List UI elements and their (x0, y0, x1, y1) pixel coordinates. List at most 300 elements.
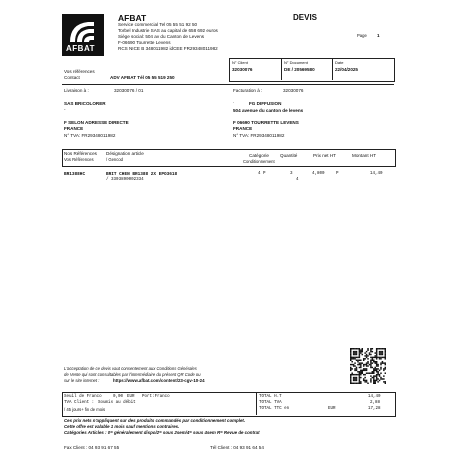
totals-divider (256, 392, 257, 415)
contact-label: Contact (64, 75, 80, 80)
qr-module (362, 372, 363, 373)
qr-module (359, 374, 360, 375)
qr-module (379, 348, 380, 349)
qr-module (363, 364, 364, 365)
qr-module (357, 371, 358, 372)
qr-module (380, 367, 381, 368)
col-price-header: Prix net HT (313, 153, 336, 158)
qr-module (373, 370, 374, 371)
total-ht-value: 14,40 (368, 395, 381, 399)
qr-module (364, 377, 365, 378)
qr-module (362, 348, 363, 349)
qr-module (374, 361, 375, 362)
qr-module (383, 357, 384, 358)
qr-module (350, 349, 351, 350)
qr-module (370, 372, 371, 373)
row-ref: BR1388HC (64, 172, 86, 177)
qr-module (366, 362, 367, 363)
qr-module (376, 374, 377, 375)
qr-module (356, 368, 357, 369)
qr-module (360, 374, 361, 375)
qr-module (350, 375, 351, 376)
delivery-name: SAS BRICOLORER (64, 101, 106, 106)
qr-module (357, 374, 358, 375)
qr-module (380, 377, 381, 378)
qr-module (380, 357, 381, 358)
qr-module (359, 378, 360, 379)
qr-module (376, 361, 377, 362)
qr-module (380, 358, 381, 359)
qr-module (367, 355, 368, 356)
qr-module (359, 371, 360, 372)
qr-module (372, 377, 373, 378)
qr-module (357, 357, 358, 358)
qr-module (370, 362, 371, 363)
qr-module (370, 375, 371, 376)
qr-module (354, 365, 355, 366)
qr-module (364, 370, 365, 371)
qr-module (385, 357, 386, 358)
billing-line3: F 06690 TOURRETTE LEVENS (233, 120, 299, 125)
qr-module (383, 368, 384, 369)
qr-module (373, 357, 374, 358)
qr-module (373, 372, 374, 373)
afbat-logo (62, 14, 104, 56)
qr-module (353, 383, 354, 384)
payment-terms: / 45 jours+ fin de mois (64, 407, 106, 412)
header-line: Siège social: 504 av du Canton de Levens (118, 34, 205, 39)
qr-module (380, 362, 381, 363)
billing-country: FRANCE (233, 126, 253, 131)
qr-module (377, 348, 378, 349)
qr-module (385, 381, 386, 382)
qr-module (356, 348, 357, 349)
qr-module (356, 351, 357, 352)
qr-module (370, 365, 371, 366)
delivery-tva: N° TVA: FR29348011982 (64, 133, 116, 138)
qr-module (354, 358, 355, 359)
qr-module (359, 383, 360, 384)
qr-module (359, 362, 360, 363)
qr-module (373, 368, 374, 369)
qr-module (359, 349, 360, 350)
row-qty: 3 (290, 172, 293, 176)
qr-module (364, 374, 365, 375)
qr-module (359, 355, 360, 356)
qr-module (363, 378, 364, 379)
qr-module (376, 349, 377, 350)
qr-module (382, 361, 383, 362)
qr-module (363, 368, 364, 369)
qr-module (367, 365, 368, 366)
separator (62, 84, 394, 85)
qr-module (354, 380, 355, 381)
qr-code-icon (350, 348, 386, 384)
qr-module (377, 365, 378, 366)
qr-module (353, 352, 354, 353)
qr-module (369, 372, 370, 373)
qr-module (382, 378, 383, 379)
qr-module (354, 351, 355, 352)
qr-module (360, 381, 361, 382)
total-ht-label: TOTAL H.T (259, 395, 282, 399)
qr-module (382, 352, 383, 353)
qr-module (350, 358, 351, 359)
qr-module (370, 381, 371, 382)
qr-module (364, 380, 365, 381)
qr-module (385, 372, 386, 373)
qr-module (353, 365, 354, 366)
qr-module (354, 362, 355, 363)
qr-module (357, 348, 358, 349)
qr-module (359, 357, 360, 358)
qr-module (357, 383, 358, 384)
qr-module (362, 362, 363, 363)
qr-module (385, 364, 386, 365)
col-amount-header: Montant HT (352, 153, 376, 158)
fax-client: Fax Client : 04 93 91 67 55 (64, 445, 120, 450)
qr-module (376, 362, 377, 363)
qr-module (366, 365, 367, 366)
qr-module (374, 362, 375, 363)
total-tva-label: TOTAL TVA (259, 401, 282, 405)
qr-module (353, 348, 354, 349)
qr-module (360, 362, 361, 363)
qr-module (350, 367, 351, 368)
qr-module (383, 381, 384, 382)
qr-module (367, 361, 368, 362)
qr-module (367, 383, 368, 384)
qr-module (376, 368, 377, 369)
client-label: N° Client (232, 60, 248, 65)
qr-module (359, 364, 360, 365)
qr-module (377, 368, 378, 369)
qr-module (351, 348, 352, 349)
qr-module (363, 370, 364, 371)
qr-module (350, 364, 351, 365)
qr-module (354, 378, 355, 379)
seuil-label: Seuil de Franco (64, 395, 102, 399)
qr-module (383, 378, 384, 379)
qr-module (370, 354, 371, 355)
qr-module (362, 354, 363, 355)
note-line: Ces prix nets n'appliquent sur des produits commandés par conditionnement complet. (64, 418, 246, 423)
qr-module (379, 352, 380, 353)
qr-module (370, 361, 371, 362)
qr-module (385, 352, 386, 353)
header-line: F-06690 Tourrette Levens (118, 40, 171, 45)
qr-module (377, 357, 378, 358)
qr-module (366, 354, 367, 355)
qr-module (356, 352, 357, 353)
col-designation-header: Désignation article (106, 151, 144, 156)
qr-module (376, 377, 377, 378)
qr-module (366, 380, 367, 381)
qr-module (380, 348, 381, 349)
qr-module (366, 372, 367, 373)
document-value: DE / 20569580 (284, 67, 315, 72)
acceptance-line: de Vente qui sont consultables par l'intermédiaire du présent QR Code ou (64, 372, 201, 377)
qr-module (376, 357, 377, 358)
qr-module (372, 362, 373, 363)
total-tva-value: 2,88 (370, 401, 381, 405)
seuil-currency: EUR (127, 395, 135, 399)
qr-module (380, 351, 381, 352)
qr-module (385, 348, 386, 349)
qr-module (369, 364, 370, 365)
qr-module (372, 367, 373, 368)
vos-references-label: Vos références (64, 69, 95, 74)
qr-module (370, 380, 371, 381)
date-value: 22/04/2025 (335, 67, 358, 72)
qr-module (356, 360, 357, 361)
qr-module (385, 358, 386, 359)
qr-module (359, 352, 360, 353)
qr-module (376, 354, 377, 355)
tel-client: Tél Client : 04 93 91 64 54 (210, 445, 264, 450)
qr-module (353, 378, 354, 379)
qr-module (376, 370, 377, 371)
qr-module (366, 370, 367, 371)
qr-module (351, 374, 352, 375)
qr-module (372, 360, 373, 361)
row-amount: 14,40 (370, 172, 383, 176)
note-line: Cette offre est valable 1 mois sauf mentions contraires. (64, 424, 180, 429)
qr-module (374, 352, 375, 353)
qr-module (376, 348, 377, 349)
qr-module (383, 370, 384, 371)
qr-module (385, 383, 386, 384)
qr-module (359, 354, 360, 355)
qr-module (350, 354, 351, 355)
qr-module (374, 380, 375, 381)
qr-module (374, 357, 375, 358)
qr-module (372, 348, 373, 349)
document-label: N° Document (284, 60, 308, 65)
qr-module (373, 383, 374, 384)
qr-module (377, 374, 378, 375)
port-label: Port:Franco (142, 395, 170, 399)
header-line: Torbel Industrie SAS au capital de 658 692 euros (118, 28, 218, 33)
qr-module (356, 374, 357, 375)
qr-module (360, 352, 361, 353)
cgv-link[interactable]: https://www.afbat.com/content/23-cgv-10-24 (113, 378, 205, 383)
qr-module (350, 348, 351, 349)
qr-module (351, 372, 352, 373)
qr-module (366, 381, 367, 382)
qr-module (379, 351, 380, 352)
qr-module (363, 365, 364, 366)
qr-module (357, 364, 358, 365)
qr-module (356, 354, 357, 355)
qr-module (379, 358, 380, 359)
qr-module (362, 351, 363, 352)
qr-module (359, 351, 360, 352)
qr-module (351, 364, 352, 365)
qr-module (374, 375, 375, 376)
qr-module (385, 367, 386, 368)
qr-module (350, 352, 351, 353)
qr-module (376, 351, 377, 352)
qr-module (372, 358, 373, 359)
page-number: 1 (377, 33, 380, 38)
qr-module (363, 380, 364, 381)
row-gencod: / 3303890002334 (106, 178, 144, 182)
qr-module (376, 375, 377, 376)
qr-module (377, 378, 378, 379)
qr-module (373, 377, 374, 378)
qr-module (354, 357, 355, 358)
qr-module (380, 368, 381, 369)
qr-module (380, 354, 381, 355)
qr-module (353, 351, 354, 352)
col-ref-sub-header: Vos Références (64, 157, 94, 162)
qr-module (364, 358, 365, 359)
qr-module (380, 364, 381, 365)
qr-module (376, 364, 377, 365)
qr-module (379, 357, 380, 358)
qr-module (379, 354, 380, 355)
qr-module (380, 352, 381, 353)
qr-module (359, 375, 360, 376)
qr-module (354, 352, 355, 353)
qr-module (353, 358, 354, 359)
qr-module (379, 380, 380, 381)
qr-module (360, 349, 361, 350)
note-line: Catégories Articles : 0= généralement dispo/2= sous 2sem/4= sous 4sem R= Revue de contrat (64, 430, 260, 435)
qr-module (380, 378, 381, 379)
col-conditionnement-header: Conditionnement (243, 159, 275, 164)
qr-module (354, 377, 355, 378)
qr-module (364, 355, 365, 356)
qr-module (360, 370, 361, 371)
qr-module (376, 355, 377, 356)
tva-client-label: TVA Client : (64, 401, 95, 405)
qr-module (370, 348, 371, 349)
qr-module (382, 354, 383, 355)
qr-module (366, 357, 367, 358)
qr-module (356, 378, 357, 379)
qr-module (359, 367, 360, 368)
qr-module (372, 357, 373, 358)
qr-module (350, 380, 351, 381)
qr-module (362, 370, 363, 371)
qr-module (350, 357, 351, 358)
qr-module (360, 383, 361, 384)
qr-module (351, 357, 352, 358)
qr-module (382, 362, 383, 363)
qr-module (356, 383, 357, 384)
qr-module (360, 377, 361, 378)
total-ttc-label: TOTAL TTC en (259, 407, 290, 411)
qr-module (374, 368, 375, 369)
qr-module (363, 374, 364, 375)
qr-module (360, 367, 361, 368)
facturation-label: Facturation à : (233, 88, 263, 93)
qr-module (376, 378, 377, 379)
qr-module (372, 351, 373, 352)
qr-module (354, 383, 355, 384)
qr-module (362, 349, 363, 350)
qr-module (373, 381, 374, 382)
qr-module (363, 360, 364, 361)
qr-module (360, 372, 361, 373)
qr-module (350, 383, 351, 384)
qr-module (385, 351, 386, 352)
qr-module (353, 357, 354, 358)
qr-module (374, 355, 375, 356)
qr-module (364, 381, 365, 382)
qr-module (360, 364, 361, 365)
qr-module (356, 377, 357, 378)
qr-module (356, 380, 357, 381)
qr-module (353, 374, 354, 375)
doc-type: DEVIS (293, 13, 318, 22)
qr-module (351, 383, 352, 384)
qr-module (353, 380, 354, 381)
billing-tva: N° TVA: FR29348011982 (233, 133, 285, 138)
row-price-unit: P (336, 172, 339, 176)
qr-module (360, 371, 361, 372)
qr-module (373, 380, 374, 381)
qr-module (350, 374, 351, 375)
livraison-label: Livraison à : (64, 88, 89, 93)
qr-module (364, 352, 365, 353)
qr-module (374, 370, 375, 371)
doc-info-divider (332, 58, 333, 80)
billing-name: FG DIFFUSION (249, 101, 282, 106)
qr-module (353, 364, 354, 365)
qr-module (359, 348, 360, 349)
qr-module (383, 375, 384, 376)
qr-module (370, 360, 371, 361)
qr-module (376, 371, 377, 372)
qr-module (367, 362, 368, 363)
qr-module (376, 352, 377, 353)
qr-module (360, 365, 361, 366)
qr-module (356, 367, 357, 368)
qr-module (385, 355, 386, 356)
qr-module (350, 381, 351, 382)
qr-module (374, 381, 375, 382)
qr-module (376, 358, 377, 359)
qr-module (377, 364, 378, 365)
qr-module (376, 380, 377, 381)
qr-module (382, 351, 383, 352)
qr-module (359, 381, 360, 382)
qr-module (370, 349, 371, 350)
qr-module (385, 362, 386, 363)
qr-module (366, 351, 367, 352)
header-line: Service commercial Tel 05 55 51 92 50 (118, 22, 198, 27)
qr-module (359, 380, 360, 381)
qr-module (382, 348, 383, 349)
doc-info-divider (281, 58, 282, 80)
qr-module (372, 372, 373, 373)
qr-module (351, 368, 352, 369)
facturation-value: 32030076 (283, 88, 304, 93)
qr-module (370, 351, 371, 352)
qr-module (353, 354, 354, 355)
qr-module (385, 354, 386, 355)
qr-module (369, 352, 370, 353)
acceptance-line: L'acceptation de ce devis vaut consentement aux Conditions Générales (64, 366, 197, 371)
total-ttc-value: 17,28 (368, 407, 381, 411)
acceptance-line: sur le site internet : (64, 378, 100, 383)
qr-module (364, 364, 365, 365)
total-ttc-currency: EUR (328, 407, 336, 411)
logo-word: AFBAT (66, 44, 96, 53)
